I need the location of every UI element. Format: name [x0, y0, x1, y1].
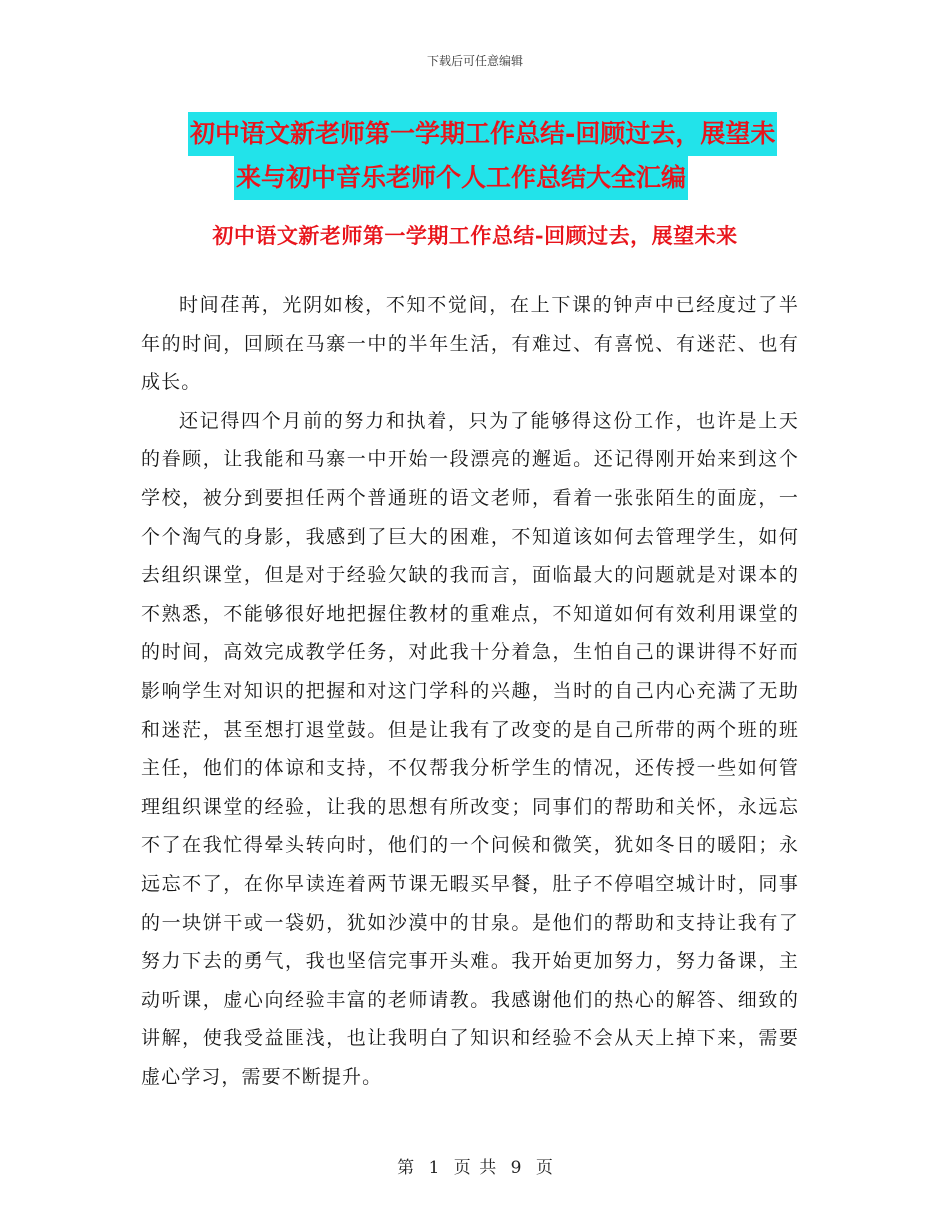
paragraph-2: 还记得四个月前的努力和执着，只为了能够得这份工作，也许是上天的眷顾，让我能和马寨一中开始一段漂亮的邂逅。还记得刚开始来到这个学校，被分到要担任两个普通班的语文老师，看着一张张陌生的面庞，一个个淘气的身影，我感到了巨大的困难，不知道该如何去管理学生，如何去组织课堂，但是对于经验欠缺的我而言，面临最大的问题就是对课本的不熟悉，不能够很好地把握住教材的重难点，不知道如何有效利用课堂的的时间，高效完成教学任务，对此我十分着急，生怕自己的课讲得不好而影响学生对知识的把握和对这门学科的兴趣，当时的自己内心充满了无助和迷茫，甚至想打退堂鼓。但是让我有了改变的是自己所带的两个班的班主任，他们的体谅和支持，不仅帮我分析学生的情况，还传授一些如何管理组织课堂的经验，让我的思想有所改变；同事们的帮助和关怀，永远忘不了在我忙得晕头转向时，他们的一个问候和微笑，犹如冬日的暖阳；永远忘不了，在你早读连着两节课无暇买早餐，肚子不停唱空城计时，同事的一块饼干或一袋奶，犹如沙漠中的甘泉。是他们的帮助和支持让我有了努力下去的勇气，我也坚信完事开头难。我开始更加努力，努力备课，主动听课，虚心向经验丰富的老师请教。我感谢他们的热心的解答、细致的讲解，使我受益匪浅，也让我明白了知识和经验不会从天上掉下来，需要虚心学习，需要不断提升。: [141, 409, 799, 1088]
paragraph-1: 时间荏苒，光阴如梭，不知不觉间，在上下课的钟声中已经度过了半年的时间，回顾在马寨一中的半年生活，有难过、有喜悦、有迷茫、也有成长。: [141, 294, 799, 394]
page-footer: [0, 1153, 950, 1178]
header-note: 下载后可任意编辑: [426, 54, 523, 68]
body-text: [141, 286, 799, 1096]
footer-prefix: 第: [397, 1158, 415, 1178]
document-title-line-1: 初中语文新老师第一学期工作总结-回顾过去，展望未: [188, 112, 777, 156]
footer-middle: 页 共: [453, 1158, 497, 1178]
footer-page-number: 1: [428, 1158, 440, 1178]
section-title: 初中语文新老师第一学期工作总结-回顾过去，展望未来: [212, 223, 738, 248]
document-title: [160, 112, 820, 200]
footer-total-pages: 9: [510, 1158, 522, 1178]
footer-suffix: 页: [535, 1158, 553, 1178]
document-title-line-2: 来与初中音乐老师个人工作总结大全汇编: [234, 156, 688, 200]
